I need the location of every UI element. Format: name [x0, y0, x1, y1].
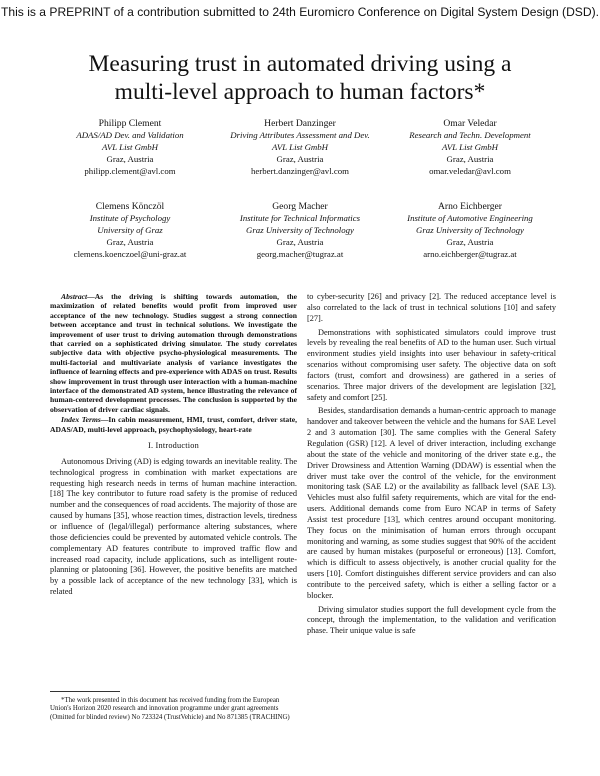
- author-city: Graz, Austria: [446, 237, 494, 247]
- intro-paragraph-1: Autonomous Driving (AD) is edging towards an inevitable reality. The technological progress in combination with market expectations are requesting high research needs in terms of human machine interaction. [18] The key contributor to future road safety is the promise of reduced number and the consequences of road accidents. The majority of those are caused by humans [35], whose reaction times, distraction levels, tiredness or influence of (legal/illegal) performance altering substances, where those deficiencies could be prevented by automated vehicle controls. The complementary AD features contribute to improved traffic flow and increased road capacity, include applications, such as intelligent route-planning or platooning [36]. However, the positive benefits are matched by a possible lack of acceptance of the new technology [33], which is related: [50, 456, 297, 597]
- author-city: Graz, Austria: [276, 237, 324, 247]
- author-org: Graz University of Technology: [416, 225, 524, 236]
- index-terms-text: —In cabin measurement, HMI, trust, comfort, driver state, ADAS/AD, multi-level approach, psychophysiology, heart-rate: [50, 415, 298, 434]
- author-block-3: [380, 118, 560, 178]
- author-name: Philipp Clement: [98, 118, 162, 129]
- left-column: [50, 292, 297, 598]
- right-paragraph-3: Driving simulator studies support the full development cycle from the concept, through the implementation, to the validation and verification phase. Their unique value is safe: [307, 604, 556, 636]
- section-heading: I. Introduction: [148, 441, 199, 451]
- paper-title: [40, 50, 560, 106]
- author-name: Clemens Könczöl: [95, 201, 165, 212]
- author-name: Arno Eichberger: [437, 201, 503, 212]
- author-city: Graz, Austria: [106, 154, 154, 164]
- right-paragraph-0: to cyber-security [26] and privacy [2]. The reduced acceptance level is also correlated to the lack of trust in technical solutions [10] and safety [27].: [307, 292, 556, 323]
- abstract-text: —As the driving is shifting towards automation, the maximization of related benefits would profit from improved user acceptance of the new technology. Studies suggest a strong connection between acceptance and trust in technical solutions. We investigate the improvement of user trust to driving automation through demonstrations that carried on a sophisticated driving simulator. The study correlates subjective data with objective psycho-physiological measurements. The multi-factorial and multivariate analysis of variance investigates the influence of learning effects and pre-experience with ADAS on trust. Results show improvement in trust through user interaction with a human-machine interface of the demonstrated AD system, hence illustrating the relevance of human-centered development processes. The conclusion is supported by the observation of driver cardiac signals.: [50, 292, 297, 414]
- author-email: omar.veledar@avl.com: [429, 165, 511, 176]
- right-paragraph-1: Demonstrations with sophisticated simulators could improve trust levels by revealing the real benefits of AD to the human user. Such virtual environment studies yield insights into user behaviour in safety-critical scenarios without compromising user safety. The objective data on soft factors (trust, comfort and drowsiness) are gathered in a series of scenarios. Three major drivers of the development are legislation [32], safety and comfort [25].: [307, 327, 556, 402]
- author-org: Graz University of Technology: [246, 225, 354, 236]
- footnote-rule: [50, 691, 120, 692]
- author-email: philipp.clement@avl.com: [84, 165, 176, 176]
- author-dept: Institute of Psychology: [89, 213, 171, 224]
- author-name: Georg Macher: [272, 201, 328, 212]
- author-email: arno.eichberger@tugraz.at: [423, 248, 517, 259]
- index-terms: [50, 415, 297, 434]
- author-city: Graz, Austria: [446, 154, 494, 164]
- author-org: University of Graz: [97, 225, 163, 236]
- title-line-1: Measuring trust in automated driving using a: [88, 51, 512, 77]
- author-city: Graz, Austria: [276, 154, 324, 164]
- author-block-1: [40, 118, 220, 178]
- right-paragraph-2: Besides, standardisation demands a human-centric approach to manage handover and takeover between the vehicle and the humans for SAE Level 2 and 3 automation [30]. The same complies with the General Safety Regulation (GSR) [12]. A level of driver interaction, including exchange about the state of the vehicle and monitoring of the driver state e.g., the Driver Drowsiness and Attention Warning (DDAW) is essential when the driver must take over the control of the vehicle, for the environment monitoring task (SAE L2) or the availability as fallback level (SAE L3). Vehicles must also fulfil safety requirements, which are vital for the end-users. Additional demands come from Euro NCAP in terms of Safety Assist test procedure [13], which centres around occupant monitoring. They focus on the minimisation of human errors through occupant monitoring and warning, as some studies suggest that 90% of the accident are caused by human mistakes (purposeful or erroneous) [13]. Comfort, which is difficult to assess objectively, is another crucial quality for the users [10]. Comfort distinguishes different service providers and can also contribute to the perceived safety, which is either a selling factor or a blocker.: [307, 406, 556, 600]
- author-email: herbert.danzinger@avl.com: [251, 165, 349, 176]
- author-name: Herbert Danzinger: [264, 118, 336, 129]
- author-dept: Driving Attributes Assessment and Dev.: [230, 130, 370, 141]
- title-line-2: multi-level approach to human factors*: [114, 79, 486, 105]
- abstract: [50, 292, 297, 414]
- index-terms-label: Index Terms: [61, 415, 101, 425]
- author-email: clemens.koenczoel@uni-graz.at: [73, 248, 187, 259]
- preprint-banner: This is a PREPRINT of a contribution submitted to 24th Euromicro Conference on Digital System Design (DSD).: [1, 5, 599, 19]
- author-dept: ADAS/AD Dev. and Validation: [76, 130, 184, 141]
- author-org: AVL List GmbH: [441, 142, 499, 153]
- author-block-2: [210, 118, 390, 178]
- footnote: *The work presented in this document has received funding from the European Union's Horizon 2020 research and innovation programme under grant agreements (Omitted for blinded review) No 723324 (TrustVehicle) and No 871385 (TRACHING): [50, 697, 290, 721]
- author-city: Graz, Austria: [106, 237, 154, 247]
- author-dept: Research and Techn. Development: [409, 130, 531, 141]
- author-block-4: [40, 201, 220, 261]
- abstract-label: Abstract: [61, 292, 88, 301]
- author-block-6: [380, 201, 560, 261]
- author-dept: Institute for Technical Informatics: [239, 213, 361, 224]
- author-block-5: [210, 201, 390, 261]
- right-column: [307, 292, 556, 637]
- author-org: AVL List GmbH: [101, 142, 159, 153]
- author-name: Omar Veledar: [443, 118, 497, 129]
- author-org: AVL List GmbH: [271, 142, 329, 153]
- author-email: georg.macher@tugraz.at: [256, 248, 344, 259]
- author-dept: Institute of Automotive Engineering: [407, 213, 533, 224]
